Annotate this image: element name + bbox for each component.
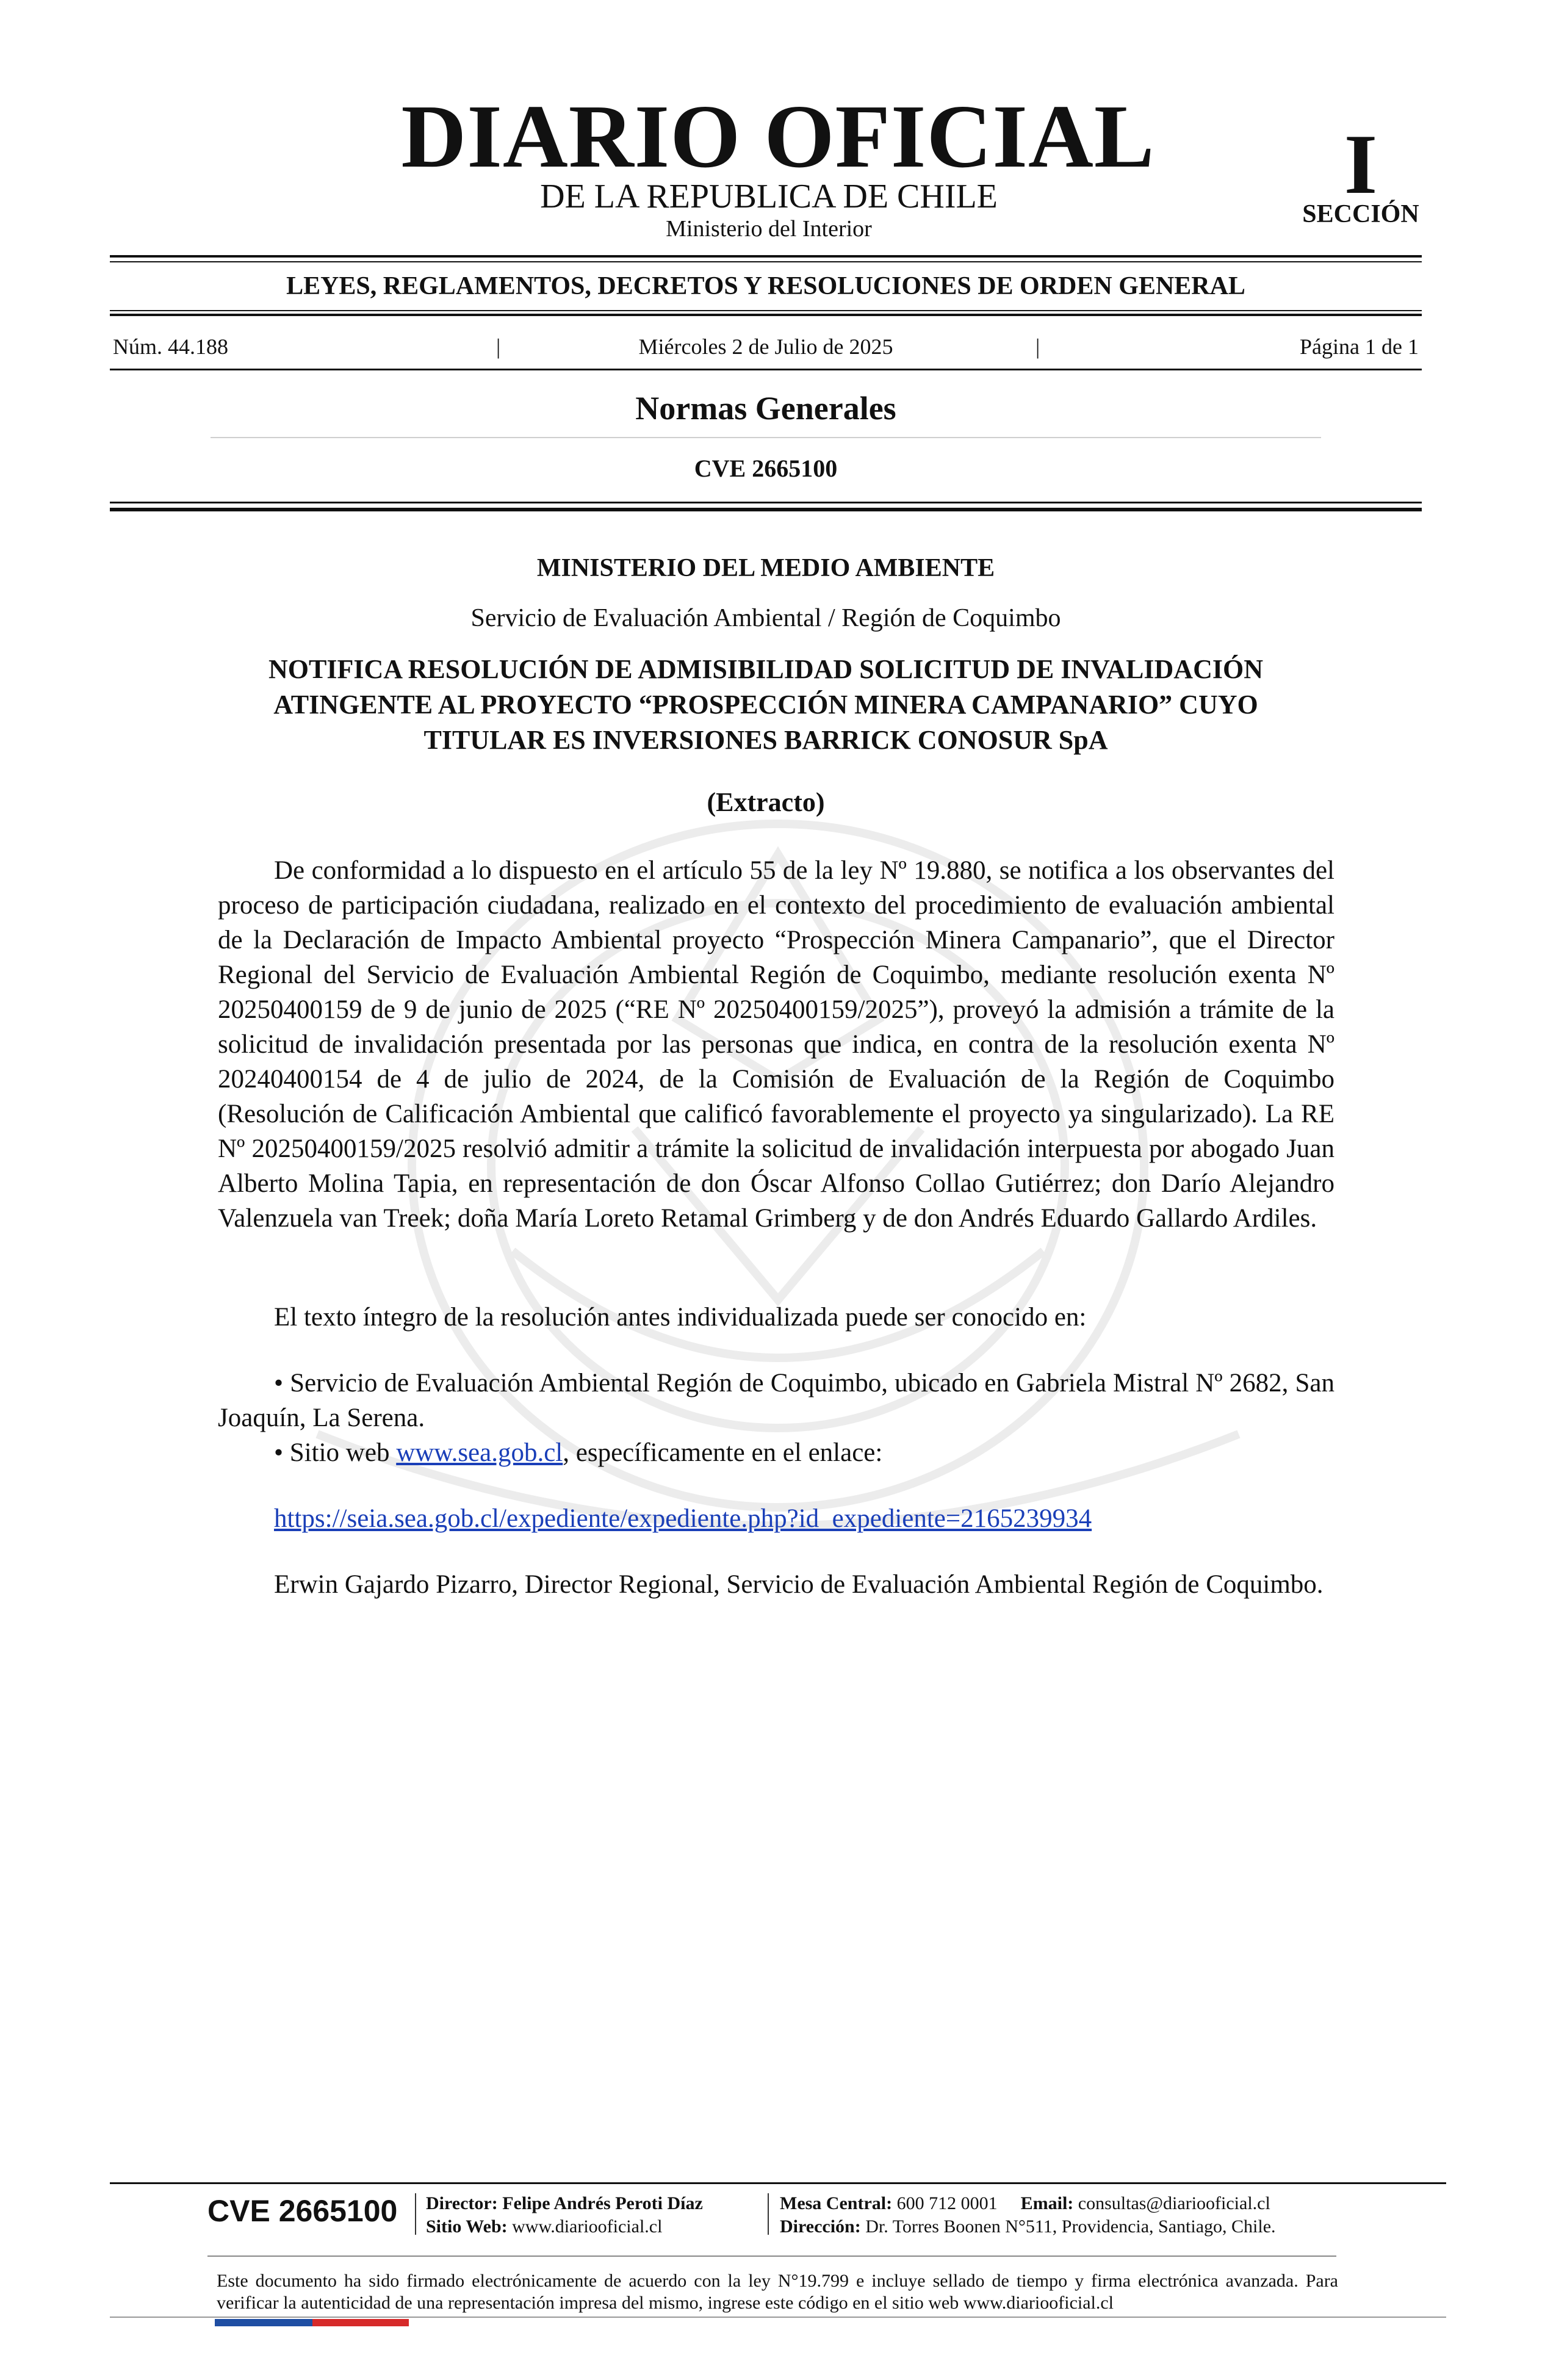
footer-central-value: 600 712 0001 [896, 2193, 998, 2213]
footer-separator [415, 2193, 416, 2235]
footer-email-value[interactable]: consultas@diariooficial.cl [1078, 2193, 1270, 2213]
footer-notice: Este documento ha sido firmado electrónicamente de acuerdo con la ley N°19.799 e incluye sellado de tiempo y firma electrónica avanzada. Para verificar la autenticidad de una representación impresa del mismo, ingrese este código en el sitio web www.diariooficial.cl [217, 2271, 1338, 2313]
footer-separator [768, 2193, 769, 2235]
cve-code: CVE 2665100 [694, 455, 838, 482]
section-number: I [1344, 117, 1378, 212]
divider-norms [211, 437, 1321, 438]
footer-divider-top [110, 2182, 1446, 2184]
footer-cve-code: CVE 2665100 [207, 2194, 398, 2228]
divider-cve-thick [110, 508, 1422, 511]
signature-text: Erwin Gajardo Pizarro, Director Regional, Servicio de Evaluación Ambiental Región de Coquimbo. [274, 1570, 1324, 1599]
section-heading: Normas Generales [635, 390, 896, 427]
flag-stripe-red [312, 2319, 409, 2326]
divider-top-thick [110, 255, 1422, 258]
footer-director-label: Director: [426, 2193, 498, 2213]
divider-top-thin [110, 261, 1422, 262]
issuing-ministry: MINISTERIO DEL MEDIO AMBIENTE [536, 554, 995, 582]
bullet-text: • Servicio de Evaluación Ambiental Región de Coquimbo, ubicado en Gabriela Mistral Nº 2682, San Joaquín, La Serena. [218, 1369, 1334, 1432]
issue-date: Miércoles 2 de Julio de 2025 [638, 334, 893, 359]
issue-separator: | [1036, 334, 1040, 359]
footer-website-label: Sitio Web: [426, 2216, 508, 2237]
issue-separator: | [496, 334, 501, 359]
expediente-link[interactable]: https://seia.sea.gob.cl/expediente/expediente.php?id_expediente=2165239934 [274, 1504, 1092, 1533]
bullet-text: • Sitio web [274, 1438, 397, 1467]
bullet-item [218, 1435, 1334, 1470]
extract-label: (Extracto) [707, 787, 825, 817]
footer-address-label: Dirección: [780, 2216, 861, 2237]
newspaper-ministry: Ministerio del Interior [666, 216, 872, 242]
footer-divider-mid [207, 2256, 1336, 2257]
issue-info-row [113, 334, 1419, 359]
divider-issue [110, 369, 1422, 370]
footer-email-label: Email: [1020, 2193, 1074, 2213]
page-indicator: Página 1 de 1 [1300, 334, 1419, 359]
issue-number: Núm. 44.188 [113, 334, 228, 359]
body-paragraph [218, 1300, 1334, 1335]
link-line [218, 1501, 1334, 1536]
category-heading: LEYES, REGLAMENTOS, DECRETOS Y RESOLUCIONES DE ORDEN GENERAL [286, 272, 1245, 300]
footer-director-block [426, 2192, 703, 2238]
footer-website-value[interactable]: www.diariooficial.cl [512, 2216, 663, 2237]
signature-line [218, 1567, 1334, 1602]
divider-category-thin [110, 310, 1422, 311]
footer-central-label: Mesa Central: [780, 2193, 893, 2213]
footer-address-value: Dr. Torres Boonen N°511, Providencia, Santiago, Chile. [865, 2216, 1276, 2237]
bullet-item [218, 1366, 1334, 1435]
newspaper-subtitle: DE LA REPUBLICA DE CHILE [540, 178, 998, 215]
body-paragraph-text: De conformidad a lo dispuesto en el artículo 55 de la ley Nº 19.880, se notifica a los observantes del proceso de participación ciudadana, realizado en el contexto del procedimiento de evaluación ambiental de la Declaración de Impacto Ambiental proyecto “Prospección Minera Campanario”, que el Director Regional del Servicio de Evaluación Ambiental Región de Coquimbo, mediante resolución exenta Nº 20250400159 de 9 de junio de 2025 (“RE Nº 20250400159/2025”), proveyó la admisión a trámite de la solicitud de invalidación presentada por las personas que indica, en contra de la resolución exenta Nº 20240400154 de 4 de julio de 2024, de la Comisión de Evaluación de la Región de Coquimbo (Resolución de Calificación Ambiental que calificó favorablemente el proyecto ya singularizado). La RE Nº 20250400159/2025 resolvió admitir a trámite la solicitud de invalidación interpuesta por abogado Juan Alberto Molina Tapia, en representación de don Óscar Alfonso Collao Gutiérrez; don Darío Alejandro Valenzuela van Treek; doña María Loreto Retamal Grimberg y de don Andrés Eduardo Gallardo Ardiles. [218, 856, 1334, 1233]
divider-cve-thin [110, 502, 1422, 503]
website-link[interactable]: www.sea.gob.cl [396, 1438, 563, 1467]
issuing-service: Servicio de Evaluación Ambiental / Región de Coquimbo [470, 604, 1061, 632]
footer-divider-bottom [110, 2317, 1446, 2318]
divider-category-thick [110, 314, 1422, 316]
body-paragraph-text: El texto íntegro de la resolución antes individualizada puede ser conocido en: [274, 1303, 1087, 1332]
newspaper-title: DIARIO OFICIAL [401, 87, 1155, 187]
footer-director-value: Felipe Andrés Peroti Díaz [502, 2193, 703, 2213]
body-paragraph [218, 853, 1334, 1236]
footer-contact-block [780, 2192, 1276, 2238]
section-label: SECCIÓN [1302, 200, 1419, 228]
bullet-text: , específicamente en el enlace: [563, 1438, 883, 1467]
document-title: NOTIFICA RESOLUCIÓN DE ADMISIBILIDAD SOLICITUD DE INVALIDACIÓN ATINGENTE AL PROYECTO “PROSPECCIÓN MINERA CAMPANARIO” CUYO TITULAR ES INVERSIONES BARRICK CONOSUR SpA [268, 654, 1263, 755]
flag-stripe-blue [215, 2319, 312, 2326]
